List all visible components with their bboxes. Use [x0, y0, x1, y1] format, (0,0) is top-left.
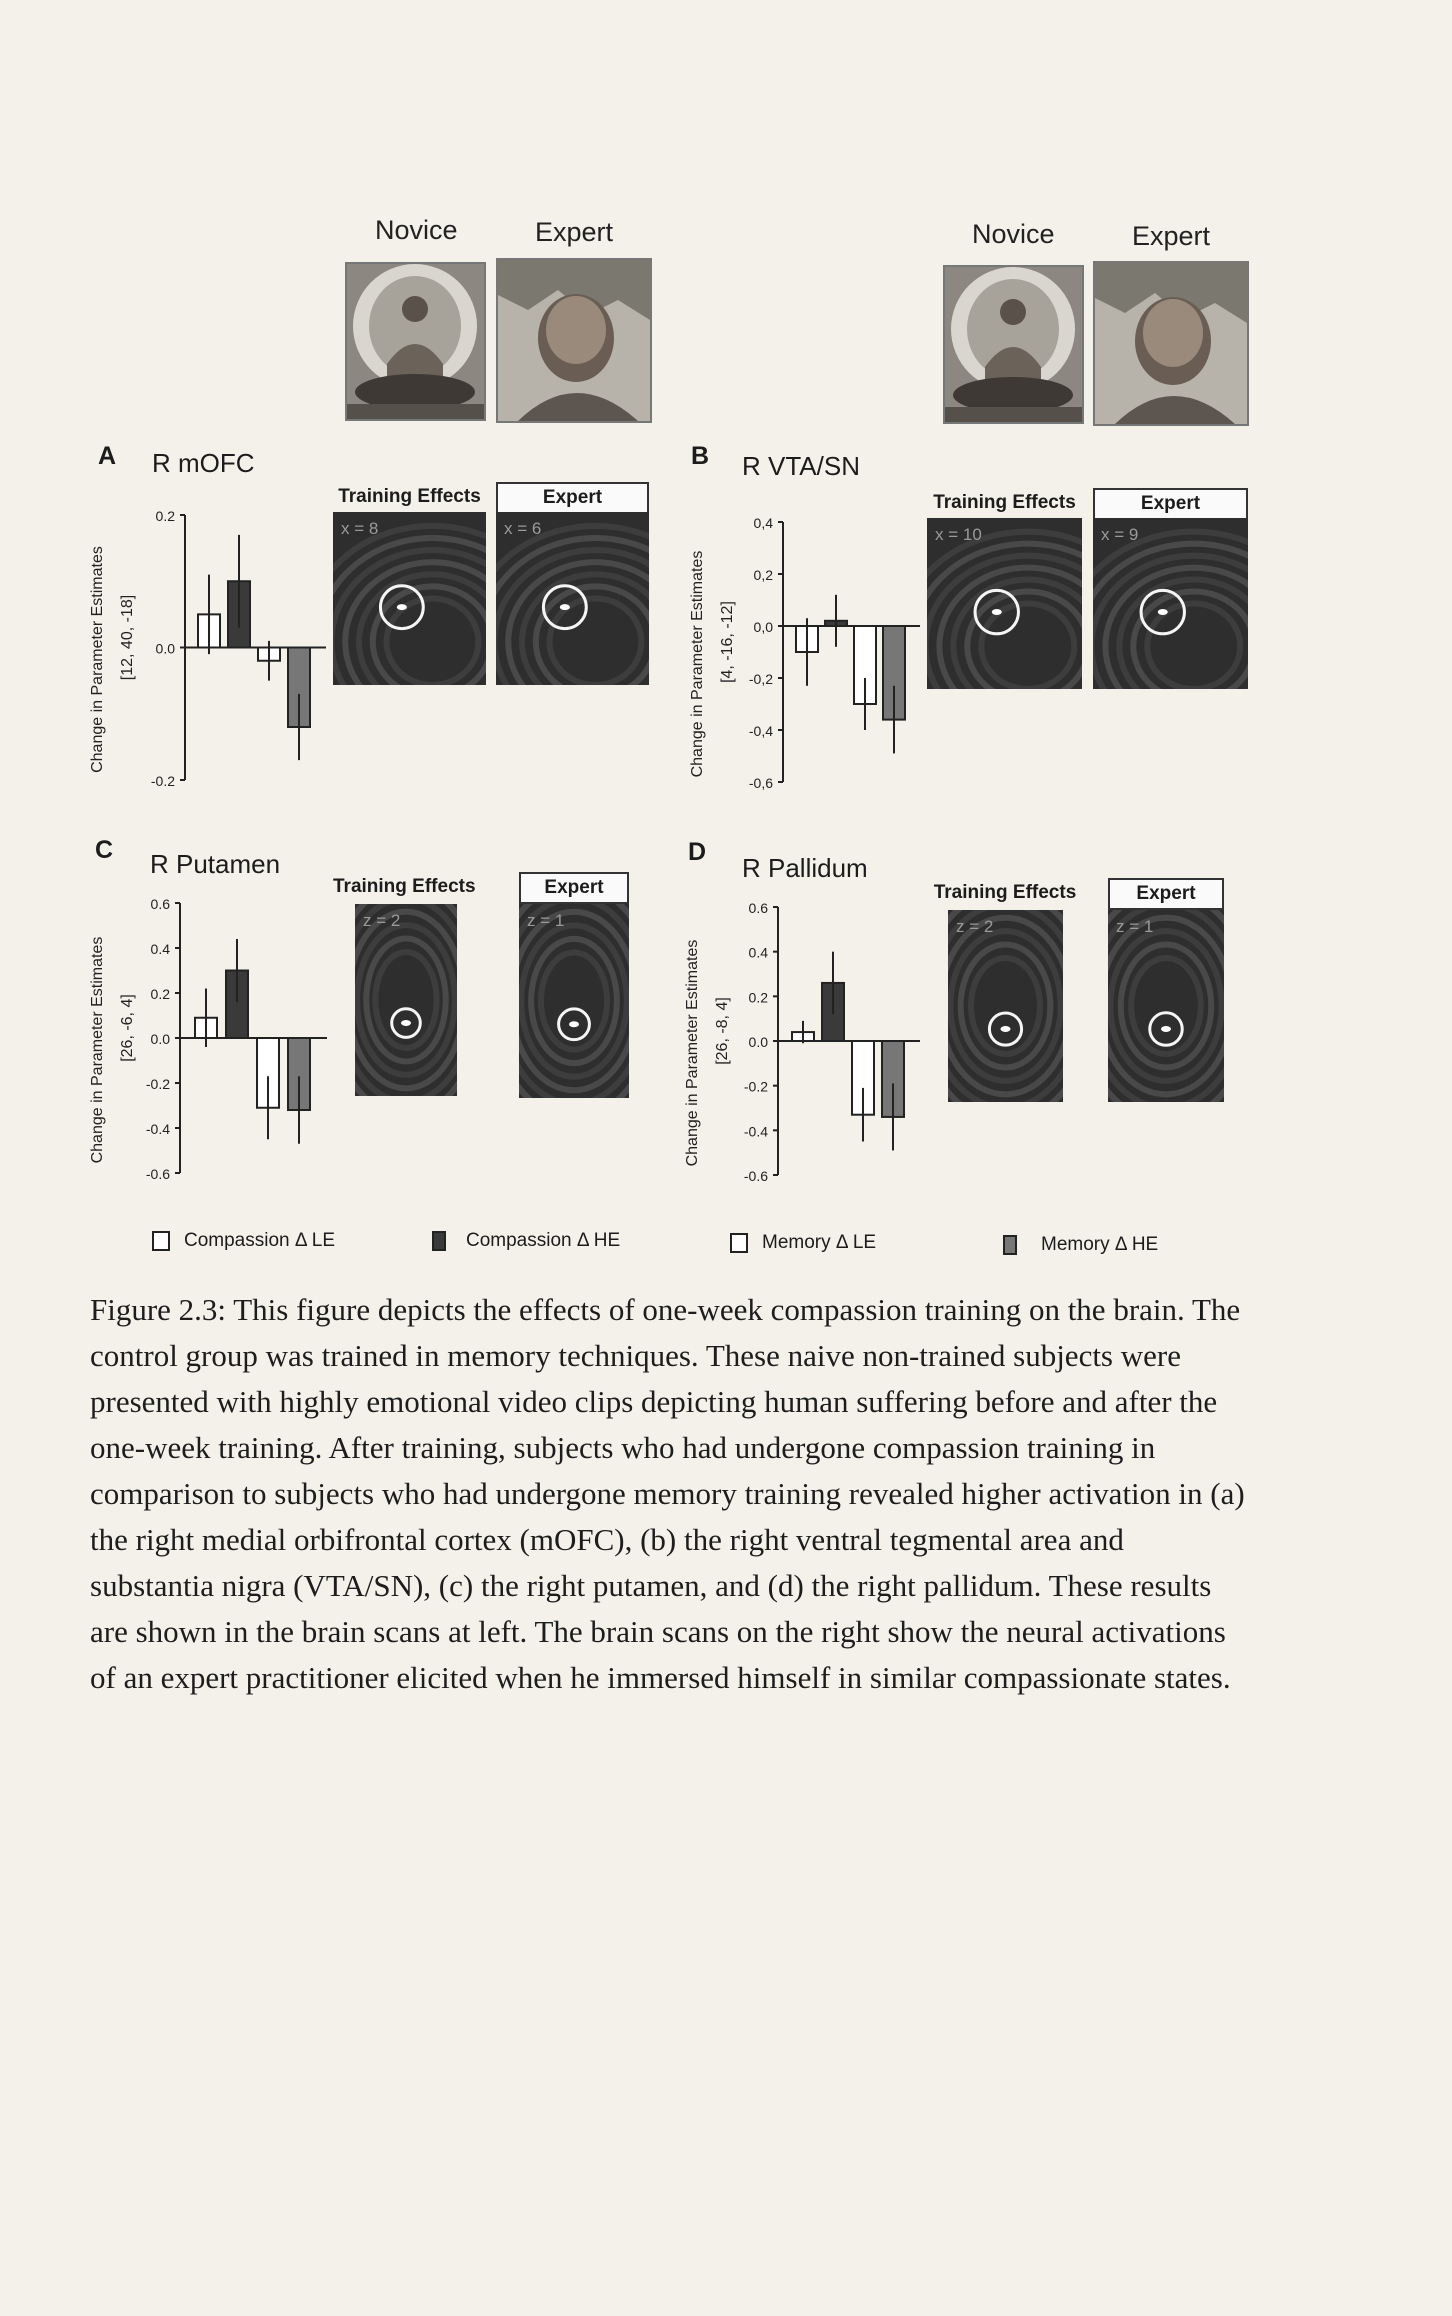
y-tick-label: 0.0 [150, 1031, 170, 1047]
scan-c-expert-image [519, 904, 629, 1098]
scan-d-training [930, 880, 1080, 1102]
legend-label-memory-he: Memory Δ HE [1041, 1234, 1159, 1255]
scan-a-training-title: Training Effects [338, 486, 481, 507]
slice-label: z = 1 [1116, 917, 1154, 936]
y-tick-label: -0,2 [748, 671, 773, 687]
y-tick-label: 0.4 [748, 944, 768, 961]
slice-label: x = 9 [1101, 525, 1139, 544]
y-tick-label: -0.4 [145, 1121, 170, 1137]
legend-label-memory-le: Memory Δ LE [762, 1232, 877, 1253]
scan-a-training [333, 480, 486, 685]
y-tick-label: -0.2 [150, 773, 175, 789]
legend-compassion-he [432, 1230, 620, 1252]
legend-label-compassion-he: Compassion Δ HE [466, 1230, 621, 1251]
activation-spot [397, 604, 407, 610]
y-tick-label: -0.2 [145, 1076, 170, 1092]
activation-spot [992, 609, 1002, 615]
y-axis-coordinates: [26, -8, 4] [714, 997, 731, 1065]
legend-swatch-compassion-le [152, 1231, 170, 1251]
legend-swatch-compassion-he [432, 1231, 446, 1251]
y-tick-label: 0.0 [155, 640, 175, 657]
panel-c-letter: C [95, 836, 114, 864]
legend-memory-le [730, 1232, 876, 1254]
y-tick-label: 0.6 [150, 896, 170, 912]
expert-label-right: Expert [1132, 221, 1211, 251]
chart-r-pallidum [675, 882, 945, 1182]
expert-photo-left [496, 258, 652, 423]
activation-spot [401, 1020, 411, 1026]
scan-d-expert-title: Expert [1108, 878, 1224, 910]
y-tick-label: -0.4 [743, 1123, 768, 1140]
novice-photo-left [345, 262, 486, 421]
panel-c-title: R Putamen [150, 849, 281, 879]
y-tick-label: -0,6 [748, 775, 773, 791]
scan-c-training-title: Training Effects [333, 876, 476, 897]
legend-compassion-le [152, 1230, 335, 1252]
y-axis-label: Change in Parameter Estimates [89, 546, 106, 773]
y-tick-label: 0.6 [748, 900, 768, 916]
slice-label: x = 6 [504, 519, 542, 538]
legend-swatch-memory-le [730, 1233, 748, 1253]
y-tick-label: 0,0 [753, 619, 773, 635]
y-tick-label: 0.2 [155, 508, 175, 524]
scan-c-training [333, 874, 476, 1096]
slice-label: x = 10 [935, 525, 982, 544]
y-tick-label: 0.2 [748, 989, 768, 1006]
chart-r-putamen [80, 880, 350, 1180]
scan-a-training-image [333, 512, 486, 685]
slice-label: z = 1 [527, 911, 565, 930]
scan-c-training-image [355, 904, 457, 1096]
y-tick-label: 0,2 [753, 567, 773, 583]
panel-b-title: R VTA/SN [742, 451, 860, 481]
legend-label-compassion-le: Compassion Δ LE [184, 1230, 336, 1251]
y-tick-label: 0.0 [748, 1034, 768, 1050]
scan-d-training-image [948, 910, 1063, 1102]
y-tick-label: 0.4 [150, 941, 170, 957]
y-tick-label: -0.6 [145, 1166, 170, 1182]
chart-r-vta-sn [680, 490, 950, 800]
scan-d-expert [1108, 878, 1224, 1102]
scan-b-expert-image [1093, 518, 1248, 689]
y-axis-coordinates: [4, -16, -12] [719, 601, 736, 683]
expert-label-left: Expert [535, 217, 614, 247]
scan-b-expert-title: Expert [1093, 488, 1248, 520]
scan-a-expert [496, 480, 649, 685]
slice-label: z = 2 [956, 917, 994, 936]
scan-b-training [927, 486, 1082, 689]
y-tick-label: -0.6 [743, 1168, 768, 1184]
scan-c-expert [519, 872, 629, 1098]
activation-spot [560, 604, 570, 610]
panel-a-title: R mOFC [152, 448, 255, 478]
scan-d-expert-image [1108, 910, 1224, 1102]
y-tick-label: 0,4 [753, 515, 773, 531]
figure-caption: Figure 2.3: This figure depicts the effects of one-week compassion training on the brain. The control group was trained in memory techniques. These naive non-trained subjects were presented with highly emotional video clips depicting human suffering before and after the one-week training. After training, subjects who had undergone compassion training in comparison to subjects who had undergone memory training revealed higher activation in (a) the right medial orbifrontal cortex (mOFC), (b) the right ventral tegmental area and substantia nigra (VTA/SN), (c) the right putamen, and (d) the right pallidum. These results are shown in the brain scans at left. The brain scans on the right show the neural activations of an expert practitioner elicited when he immersed himself in similar compassionate states. [90, 1292, 1245, 1695]
novice-label-right: Novice [972, 219, 1055, 249]
y-tick-label: -0,4 [748, 723, 773, 739]
scan-b-training-title: Training Effects [933, 492, 1076, 513]
scan-b-expert [1093, 486, 1248, 689]
activation-spot [1161, 1026, 1171, 1032]
novice-photo-right [943, 265, 1084, 424]
panel-b-letter: B [691, 442, 710, 470]
activation-spot [1158, 609, 1168, 615]
panel-a-letter: A [98, 442, 117, 470]
y-axis-label: Change in Parameter Estimates [89, 936, 106, 1164]
panel-d-title: R Pallidum [742, 853, 868, 883]
expert-photo-right [1093, 261, 1249, 426]
y-axis-label: Change in Parameter Estimates [684, 939, 701, 1167]
scan-a-expert-title: Expert [496, 482, 649, 514]
y-axis-label: Change in Parameter Estimates [689, 550, 706, 778]
legend-memory-he [1003, 1234, 1158, 1256]
y-axis-coordinates: [26, -6, 4] [119, 994, 136, 1062]
chart-r-mofc [80, 485, 360, 805]
legend-swatch-memory-he [1003, 1235, 1017, 1255]
scan-b-training-image [927, 518, 1082, 689]
scan-a-expert-image [496, 512, 649, 685]
slice-label: x = 8 [341, 519, 379, 538]
slice-label: z = 2 [363, 911, 401, 930]
scan-d-training-title: Training Effects [933, 882, 1077, 903]
novice-label-left: Novice [375, 215, 458, 245]
y-tick-label: 0.2 [150, 986, 170, 1002]
activation-spot [569, 1021, 579, 1027]
scan-c-expert-title: Expert [519, 872, 629, 904]
y-tick-label: -0.2 [743, 1078, 768, 1095]
panel-d-letter: D [688, 838, 707, 866]
y-axis-coordinates: [12, 40, -18] [119, 594, 136, 681]
activation-spot [1001, 1026, 1011, 1032]
